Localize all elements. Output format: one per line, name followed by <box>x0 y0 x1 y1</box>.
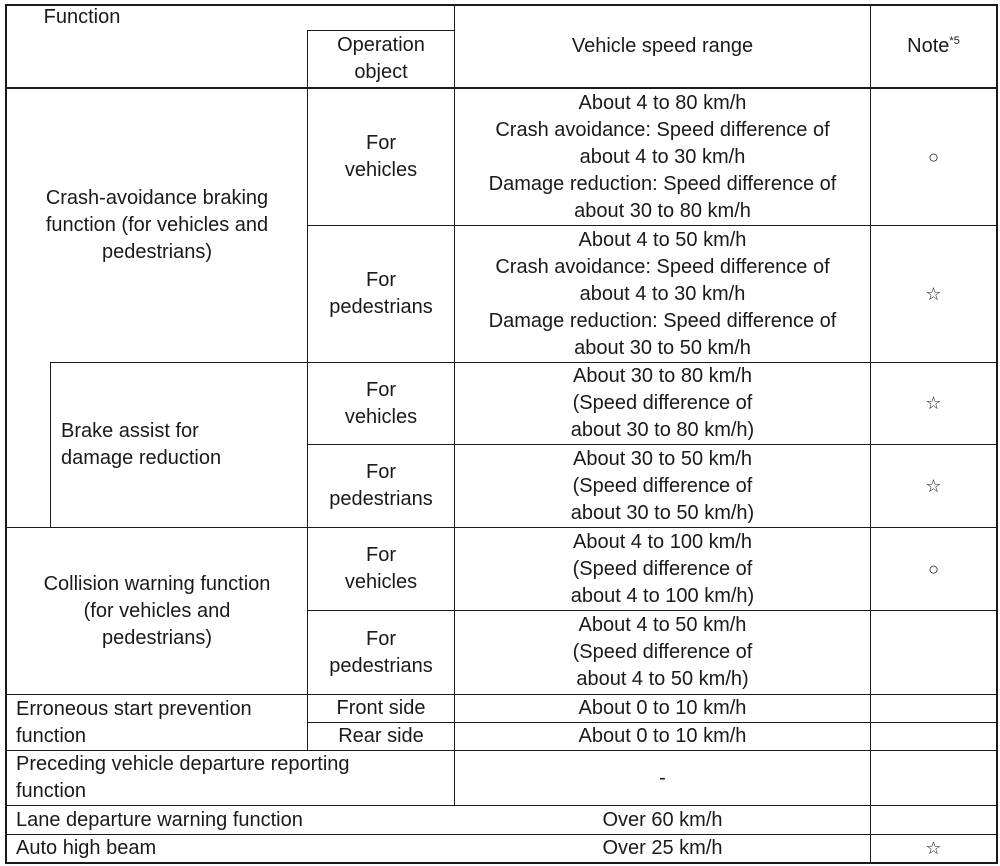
warning-vehicles-object: For vehicles <box>344 544 418 593</box>
erroneous-start-function: Erroneous start prevention function <box>16 697 252 747</box>
preceding-vehicle-note <box>871 751 996 805</box>
crash-vehicles-object: For vehicles <box>344 132 418 181</box>
start-rear-speed: About 0 to 10 km/h <box>578 725 747 747</box>
lane-departure-note <box>871 806 996 834</box>
rule-right <box>996 4 998 864</box>
collision-warning-function: Collision warning function (for vehicles and pedestrians) <box>43 572 271 649</box>
preceding-vehicle-speed: - <box>659 766 666 789</box>
rule-bottom <box>5 862 998 864</box>
brake-vehicles-note: ☆ <box>925 393 942 413</box>
brake-assist-function: Brake assist for damage reduction <box>61 420 222 469</box>
start-rear-object: Rear side <box>338 725 424 747</box>
auto-high-beam-note: ☆ <box>925 838 942 858</box>
preceding-vehicle-function: Preceding vehicle departure reporting function <box>16 753 350 802</box>
warning-pedestrians-speed: About 4 to 50 km/h (Speed difference of about 4 to 50 km/h) <box>572 614 753 690</box>
header-speed-range: Vehicle speed range <box>571 35 754 57</box>
start-front-speed: About 0 to 10 km/h <box>578 697 747 719</box>
lane-departure-function: Lane departure warning function <box>16 808 303 831</box>
auto-high-beam-speed: Over 25 km/h <box>602 837 723 859</box>
crash-avoidance-function: Crash-avoidance braking function (for vehicles and pedestrians) <box>45 187 269 263</box>
brake-pedestrians-speed: About 30 to 50 km/h (Speed difference of about 30 to 50 km/h) <box>570 447 755 524</box>
header-note-label: Note <box>907 35 950 57</box>
warning-vehicles-speed: About 4 to 100 km/h (Speed difference of about 4 to 100 km/h) <box>570 530 755 607</box>
lane-departure-speed: Over 60 km/h <box>602 808 723 831</box>
header-note-footnote: *5 <box>949 35 960 47</box>
start-front-object: Front side <box>336 697 426 719</box>
warning-pedestrians-object: For pedestrians <box>329 627 433 677</box>
auto-high-beam-function: Auto high beam <box>16 837 157 859</box>
header-operation-object: Operation object <box>337 34 425 83</box>
start-rear-note <box>871 723 996 750</box>
crash-pedestrians-note: ☆ <box>925 283 942 304</box>
crash-vehicles-speed: About 4 to 80 km/h Crash avoidance: Speed difference of about 4 to 30 km/h Damage reduction: Speed difference of about 30 to 80 km/h <box>488 91 837 222</box>
crash-pedestrians-speed: About 4 to 50 km/h Crash avoidance: Speed difference of about 4 to 30 km/h Damage reduction: Speed difference of about 30 to 50 km/h <box>488 228 837 359</box>
crash-vehicles-note: ○ <box>928 146 939 167</box>
warning-pedestrians-note <box>871 611 996 694</box>
warning-vehicles-note: ○ <box>928 558 939 579</box>
brake-vehicles-object: For vehicles <box>344 378 418 428</box>
brake-pedestrians-object: For pedestrians <box>329 461 433 510</box>
brake-vehicles-speed: About 30 to 80 km/h (Speed difference of about 30 to 80 km/h) <box>570 365 755 441</box>
header-note <box>871 6 996 87</box>
function-speed-table <box>5 4 998 864</box>
header-function: Function <box>43 6 121 28</box>
brake-pedestrians-note: ☆ <box>925 475 942 496</box>
crash-pedestrians-object: For pedestrians <box>329 269 433 318</box>
start-front-note <box>871 695 996 722</box>
